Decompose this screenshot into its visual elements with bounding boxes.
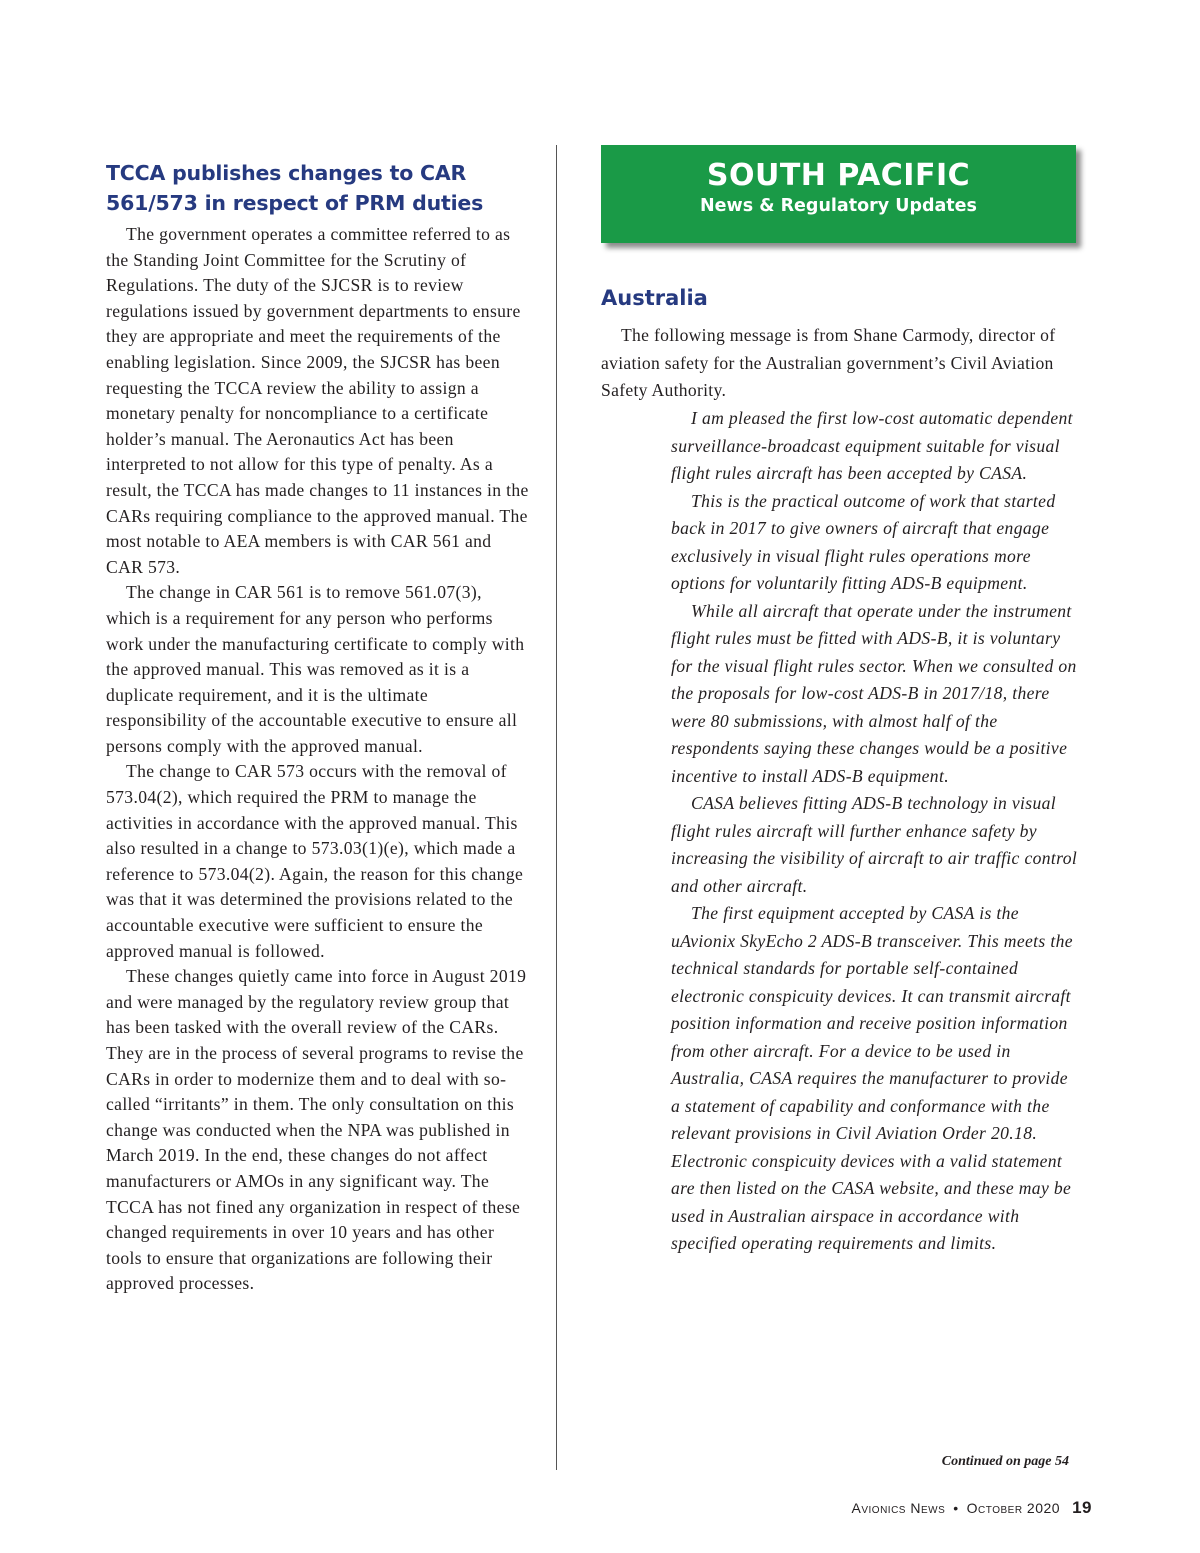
publication-name: Avionics News [851, 1500, 946, 1516]
page-footer [852, 1498, 1092, 1519]
intro-paragraph: The following message is from Shane Carmody, director of aviation safety for the Australian government’s Civil Aviation Safety Authority. [601, 325, 1056, 400]
bullet-separator: • [953, 1500, 959, 1516]
continued-note: Continued on page 54 [941, 1454, 1069, 1469]
banner-title: SOUTH PACIFIC [706, 158, 971, 193]
paragraph: The government operates a committee referred to as the Standing Joint Committee for the Scrutiny of Regulations. The duty of the SJCSR is to review regulations issued by government departments to ensure they are appropriate and meet the requirements of the enabling legislation. Since 2009, the SJCSR has been requesting the TCCA review the ability to assign a monetary penalty for noncompliance to a certificate holder’s manual. The Aeronautics Act has been interpreted to not allow for this type of penalty. As a result, the TCCA has made changes to 11 instances in the CARs requiring compliance to the approved manual. The most notable to AEA members is with CAR 561 and CAR 573. [106, 224, 529, 577]
article-intro [601, 322, 1061, 405]
quote-paragraph: I am pleased the first low-cost automatic dependent surveillance-broadcast equipment suitable for visual flight rules aircraft has been accepted by CASA. [671, 408, 1073, 483]
article-body-tcca [106, 222, 531, 1297]
issue-date: October 2020 [966, 1500, 1061, 1516]
quote-paragraph: While all aircraft that operate under the instrument flight rules must be fitted with ADS-B, it is voluntary for the visual flight rules sector. When we consulted on the proposals for low-cost ADS-B in 2017/18, there were 80 submissions, with almost half of the respondents saying these changes would be a positive incentive to install ADS-B equipment. [671, 600, 1077, 786]
section-banner [601, 145, 1076, 243]
paragraph: These changes quietly came into force in August 2019 and were managed by the regulatory review group that has been tasked with the overall review of the CARs. They are in the process of several programs to revise the CARs in order to modernize them and to deal with so-called “irritants” in them. The only consultation on this change was conducted when the NPA was published in March 2019. In the end, these changes do not affect manufacturers or AMOs in any significant way. The TCCA has not fined any organization in respect of these changed requirements in over 10 years and has other tools to ensure that organizations are following their approved processes. [106, 966, 527, 1294]
column-divider [556, 145, 557, 1470]
quoted-message [671, 405, 1081, 1258]
quote-paragraph: CASA believes fitting ADS-B technology in visual flight rules aircraft will further enhance safety by increasing the visibility of aircraft to air traffic control and other aircraft. [671, 793, 1078, 896]
quote-paragraph: This is the practical outcome of work that started back in 2017 to give owners of aircraft that engage exclusively in visual flight rules operations more options for voluntarily fitting ADS-B equipment. [671, 490, 1056, 593]
banner-subtitle: News & Regulatory Updates [700, 196, 977, 216]
paragraph: The change in CAR 561 is to remove 561.07(3), which is a requirement for any person who performs work under the manufacturing certificate to comply with the approved manual. This was removed as it is a duplicate requirement, and it is the ultimate responsibility of the accountable executive to ensure all persons comply with the approved manual. [106, 582, 525, 756]
article-heading-australia: Australia [601, 286, 708, 310]
left-column [106, 158, 531, 1297]
quote-paragraph: The first equipment accepted by CASA is the uAvionix SkyEcho 2 ADS-B transceiver. This meets the technical standards for portable self-contained electronic conspicuity devices. It can transmit aircraft position information and receive position information from other aircraft. For a device to be used in Australia, CASA requires the manufacturer to provide a statement of capability and conformance with the relevant provisions in Civil Aviation Order 20.18. Electronic conspicuity devices with a valid statement are then listed on the CASA website, and these may be used in Australian airspace in accordance with specified operating requirements and limits. [671, 903, 1073, 1253]
page-number: 19 [1072, 1498, 1092, 1517]
article-heading-tcca: TCCA publishes changes to CAR 561/573 in respect of PRM duties [106, 161, 484, 215]
paragraph: The change to CAR 573 occurs with the removal of 573.04(2), which required the PRM to manage the activities in accordance with the approved manual. This also resulted in a change to 573.03(1)(e), which made a reference to 573.04(2). Again, the reason for this change was that it was determined the provisions related to the accountable executive were sufficient to ensure the approved manual is followed. [106, 761, 524, 961]
